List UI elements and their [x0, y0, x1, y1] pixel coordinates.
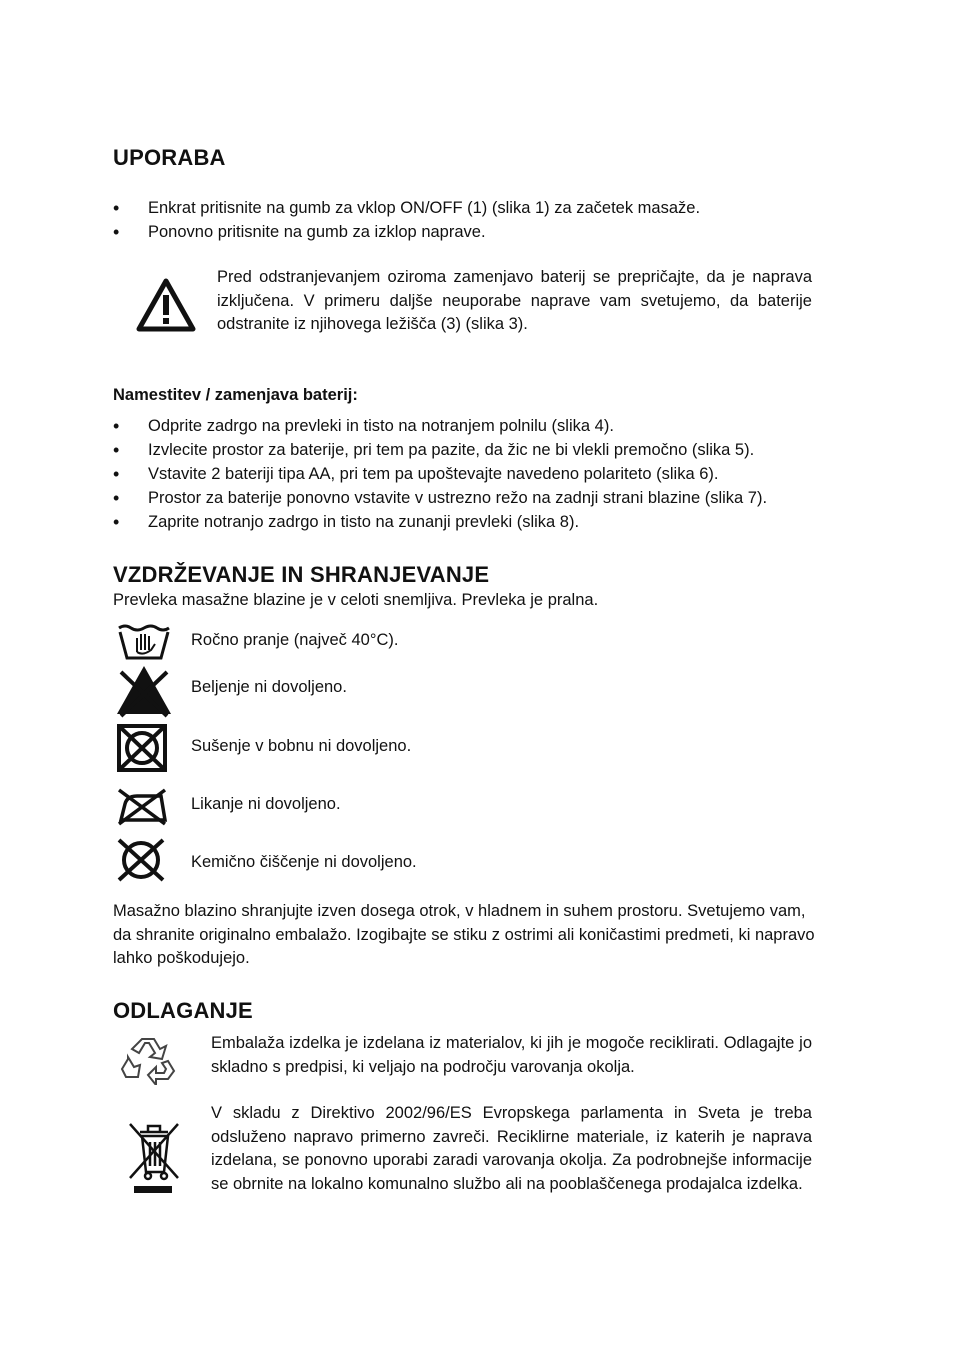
list-item: • Odprite zadrgo na prevleki in tisto na notranjem polnilu (slika 4).: [113, 414, 767, 438]
care-row-no-dry-clean: [113, 838, 813, 894]
section-title-uporaba: UPORABA: [113, 145, 226, 170]
list-item: • Ponovno pritisnite na gumb za izklop naprave.: [113, 220, 700, 244]
care-label: Beljenje ni dovoljeno.: [191, 678, 347, 696]
usage-list: [113, 196, 700, 244]
no-iron-icon: [115, 786, 169, 826]
battery-warning-text: Pred odstranjevanjem oziroma zamenjavo baterij se prepričajte, da je naprava izključena. V primeru daljše neuporabe naprave vam svetujemo, da baterije odstranite iz njihovega ležišča (3) (slika 3).: [217, 268, 812, 333]
no-bleach-icon: [115, 664, 173, 718]
recycle-text: Embalaža izdelka je izdelana iz materialov, ki jih je mogoče reciklirati. Odlagajte jo skladno s predpisi, ki veljajo na področju varovanja okolja.: [211, 1034, 812, 1076]
care-label: Sušenje v bobnu ni dovoljeno.: [191, 737, 412, 755]
section-title-vzdrzevanje: VZDRŽEVANJE IN SHRANJEVANJE: [113, 562, 490, 587]
care-label: Ročno pranje (največ 40°C).: [191, 631, 399, 649]
care-row-no-iron: [113, 786, 813, 842]
battery-steps-list: [113, 414, 767, 534]
list-item: • Enkrat pritisnite na gumb za vklop ON/OFF (1) (slika 1) za začetek masaže.: [113, 196, 700, 220]
list-item: • Zaprite notranjo zadrgo in tisto na zunanji prevleki (slika 8).: [113, 510, 767, 534]
list-item: • Izvlecite prostor za baterije, pri tem pa pazite, da žic ne bi vlekli premočno (slika 5).: [113, 438, 767, 462]
no-dry-clean-icon: [115, 838, 167, 882]
list-item: • Vstavite 2 bateriji tipa AA, pri tem pa upoštevajte navedeno polariteto (slika 6).: [113, 462, 767, 486]
cover-intro: Prevleka masažne blazine je v celoti snemljiva. Prevleka je pralna.: [113, 591, 599, 609]
weee-text: V skladu z Direktivo 2002/96/ES Evropskega parlamenta in Sveta je treba odsluženo napravo primerno zavreči. Reciklirne materiale, iz katerih je naprava izdelana, se ponovno uporabi zaradi varovanja okolja. Za podrobnejše informacije se obrnite na lokalno komunalno službo ali na pooblaščenega prodajalca izdelka.: [211, 1104, 812, 1193]
storage-text: Masažno blazino shranjujte izven dosega otrok, v hladnem in suhem prostoru. Svetujemo vam, da shranite originalno embalažo. Izogibajte se stiku z ostrimi ali koničastimi predmeti, ki napravo lahko poškodujejo.: [113, 902, 815, 967]
battery-heading: Namestitev / zamenjava baterij:: [113, 386, 358, 404]
recycle-icon: [120, 1033, 176, 1085]
section-title-odlaganje: ODLAGANJE: [113, 998, 253, 1023]
no-tumble-dry-icon: [115, 722, 169, 774]
care-row-no-tumble-dry: [113, 722, 813, 778]
weee-bin-icon: [126, 1120, 182, 1196]
list-item: • Prostor za baterije ponovno vstavite v ustrezno režo na zadnji strani blazine (slika 7).: [113, 486, 767, 510]
hand-wash-icon: [115, 620, 173, 662]
warning-icon: [136, 278, 196, 332]
care-label: Likanje ni dovoljeno.: [191, 795, 341, 813]
care-row-no-bleach: [113, 664, 813, 720]
care-label: Kemično čiščenje ni dovoljeno.: [191, 853, 417, 871]
